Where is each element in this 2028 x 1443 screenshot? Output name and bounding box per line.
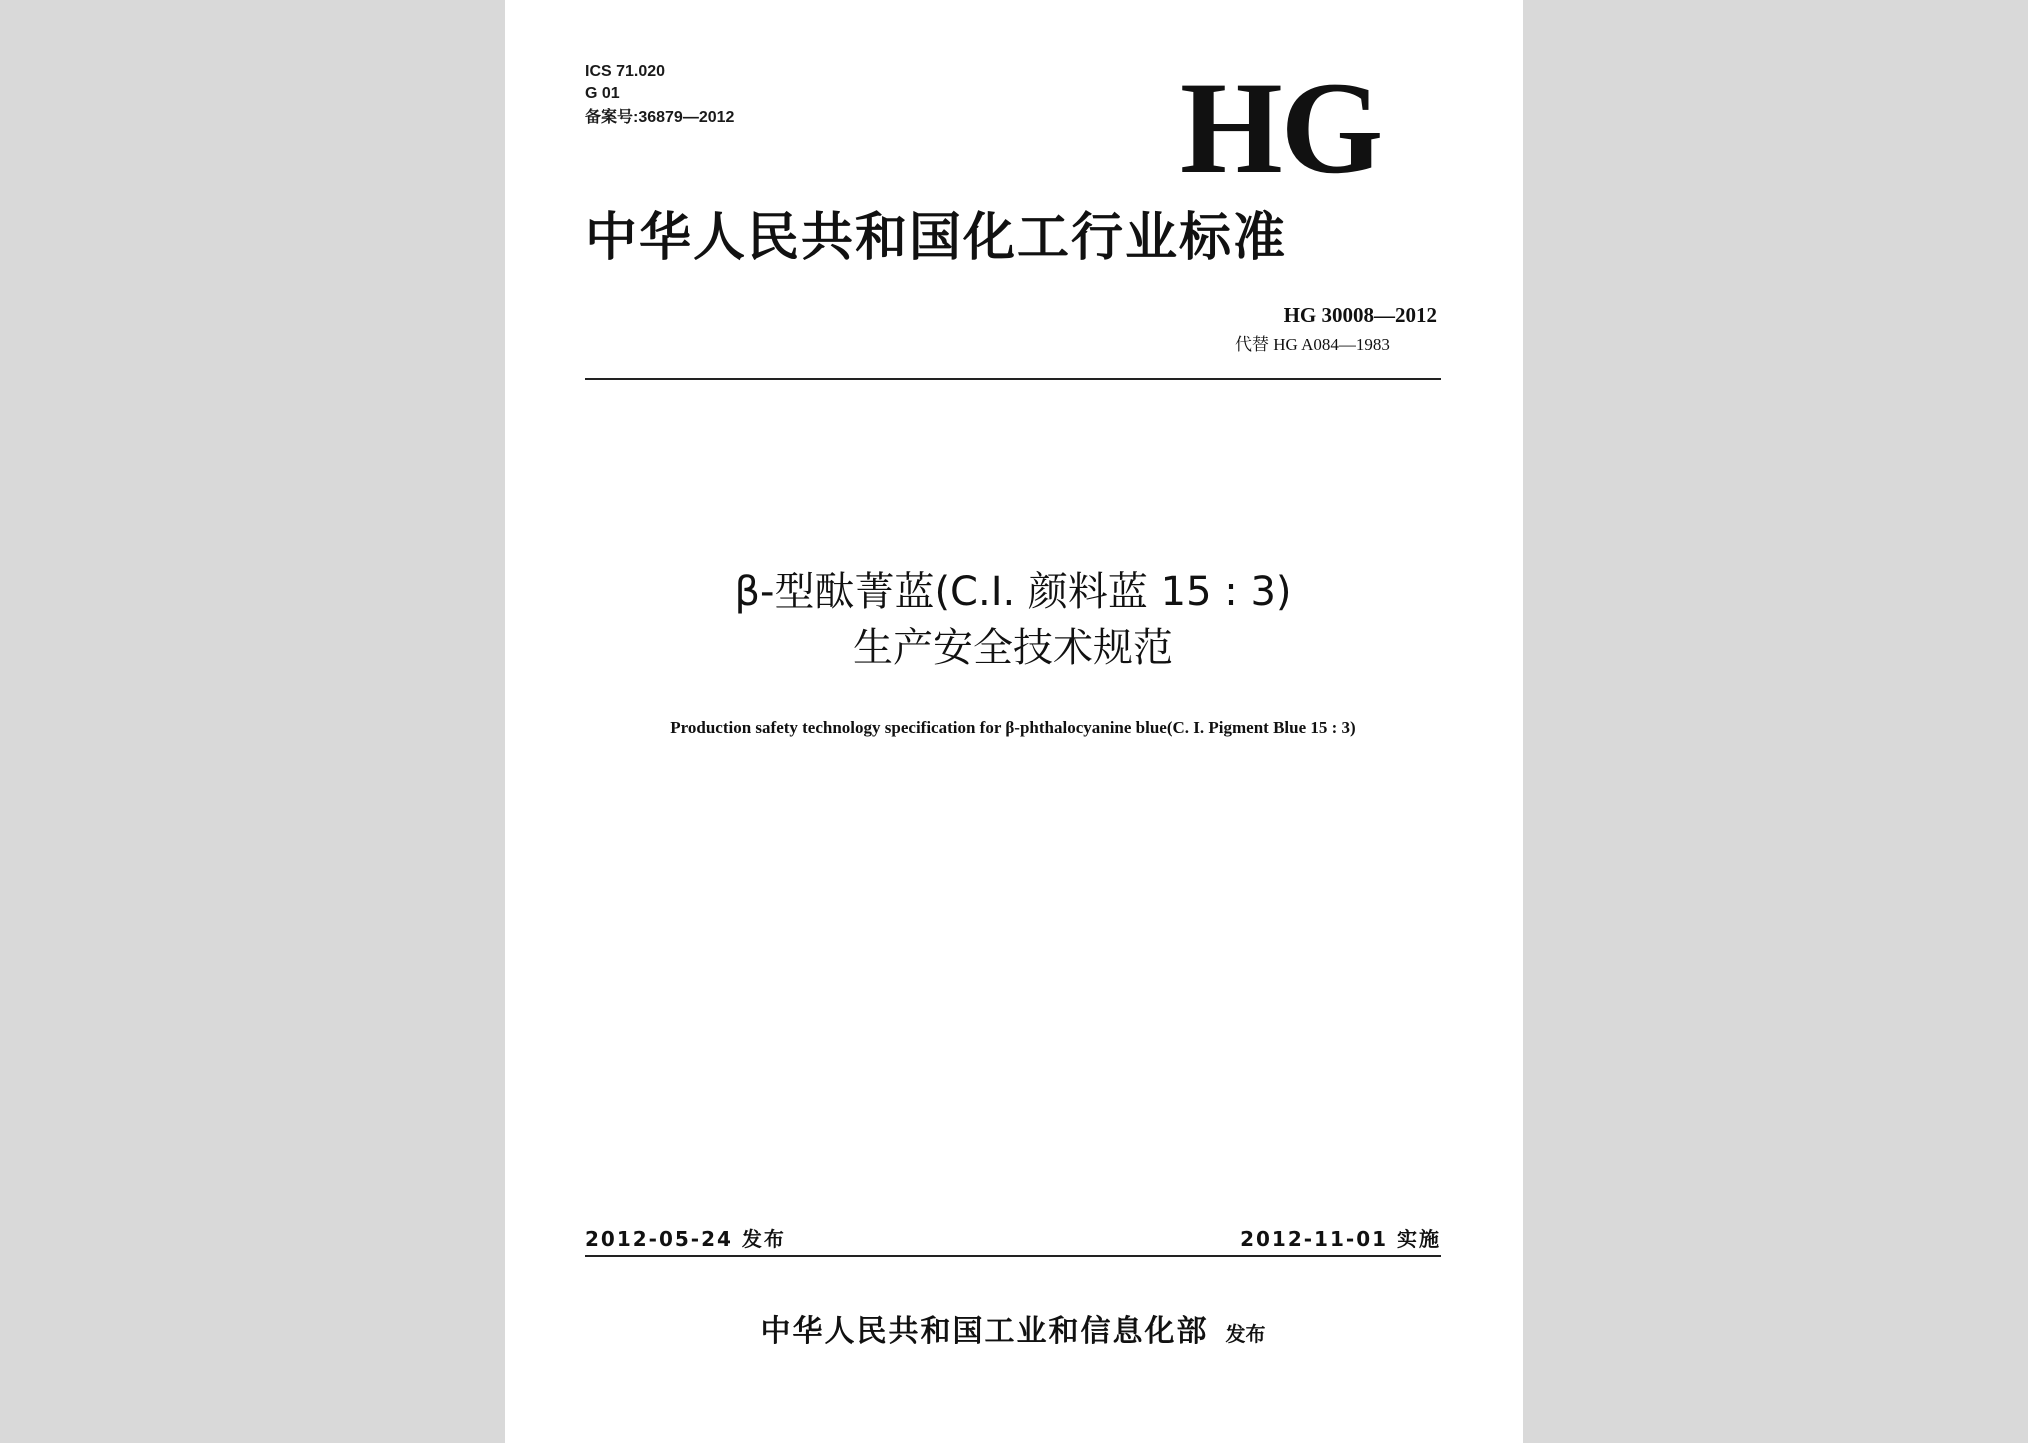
- issuer-name: 中华人民共和国工业和信息化部: [760, 1314, 1209, 1349]
- standard-number: HG 30008—2012: [1283, 303, 1437, 327]
- document-title-english: Production safety technology specification for β-phthalocyanine blue(C. I. Pigment Blue 15 : 3): [670, 718, 1356, 737]
- hg-logo: HG: [1180, 54, 1382, 201]
- document-title-line2: 生产安全技术规范: [853, 625, 1173, 671]
- ics-code: ICS 71.020: [585, 63, 666, 80]
- issuer-action: 发布: [1225, 1322, 1266, 1346]
- issuer-block: [585, 1306, 1441, 1350]
- filing-number: 备案号:36879—2012: [585, 109, 735, 126]
- document-cover-page: [505, 0, 1523, 1443]
- implement-date: 2012-11-01 实施: [1240, 1227, 1441, 1251]
- footer-divider: [585, 1255, 1441, 1257]
- document-title-line1: β-型酞菁蓝(C.I. 颜料蓝 15 : 3): [734, 569, 1292, 615]
- standard-replaces: 代替 HG A084—1983: [1235, 335, 1390, 354]
- header-divider: [585, 378, 1441, 380]
- standard-category-title: 中华人民共和国化工行业标准: [585, 207, 1288, 268]
- ccs-code: G 01: [585, 85, 620, 102]
- publish-date: 2012-05-24 发布: [585, 1227, 786, 1251]
